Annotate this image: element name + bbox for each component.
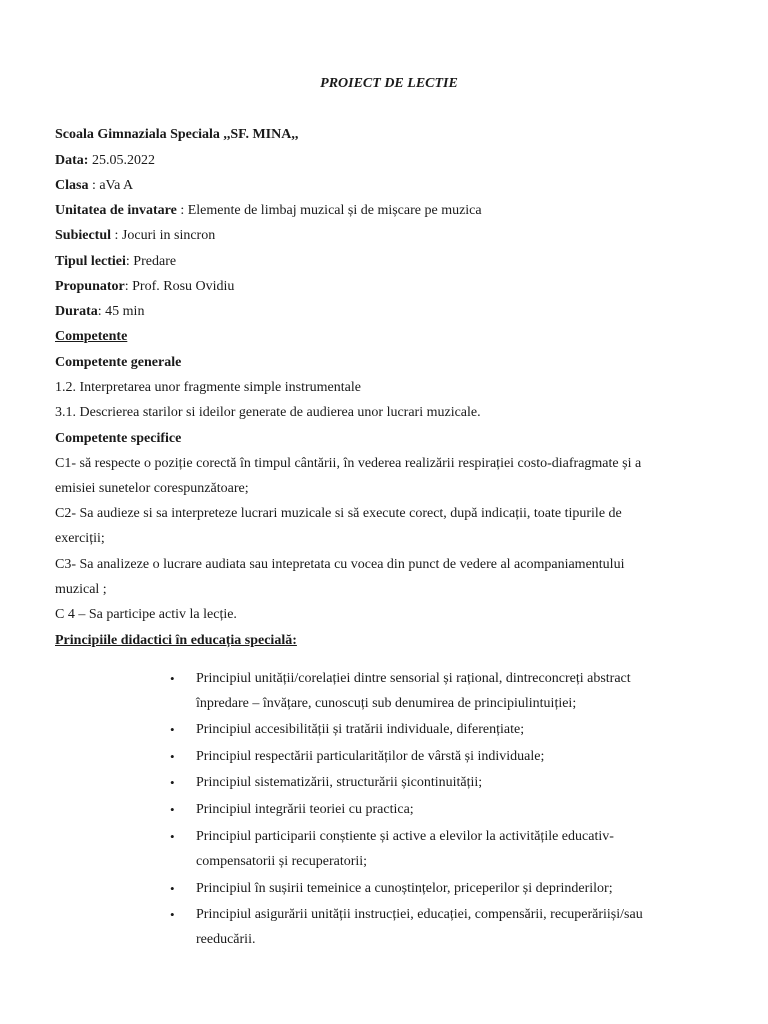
principiu-text: Principiul integrării teoriei cu practica; bbox=[196, 802, 414, 817]
competenta-specifica-line: C1- să respecte o poziție corectă în timpul cântării, în vederea realizării respirației costo-diafragmate și a bbox=[55, 456, 642, 471]
bullet-icon: • bbox=[170, 829, 175, 844]
document-title: PROIECT DE LECTIE bbox=[320, 76, 458, 91]
bullet-icon: • bbox=[170, 775, 175, 790]
principiu-text-continued: compensatorii și recuperatorii; bbox=[196, 854, 368, 869]
bullet-icon: • bbox=[170, 749, 175, 764]
field-label: Subiectul bbox=[55, 228, 112, 243]
field-value: : Prof. Rosu Ovidiu bbox=[124, 279, 235, 294]
field-label: Clasa bbox=[55, 178, 89, 193]
bullet-icon: • bbox=[170, 671, 175, 686]
field-duration bbox=[55, 303, 725, 320]
competenta-specifica-line: C3- Sa analizeze o lucrare audiata sau intepretata cu vocea din punct de vedere al acompaniamentului bbox=[55, 557, 625, 572]
principii-heading: Principiile didactici în educația specială: bbox=[55, 633, 297, 648]
principiu-text: Principiul participarii conștiente și active a elevilor la activitățile educativ- bbox=[196, 829, 614, 844]
competenta-specifica-line: C 4 – Sa participe activ la lecție. bbox=[55, 607, 237, 622]
bullet-icon: • bbox=[170, 722, 175, 737]
field-value: : Predare bbox=[125, 254, 177, 269]
competente-specifice-heading: Competente specifice bbox=[55, 431, 182, 446]
field-value: : 45 min bbox=[97, 304, 145, 319]
principiu-text-continued: înpredare – învățare, cunoscuți sub denumirea de principiulintuiției; bbox=[196, 696, 577, 711]
field-date bbox=[55, 152, 725, 169]
competenta-specifica-line: muzical ; bbox=[55, 582, 107, 597]
principiu-text-continued: reeducării. bbox=[196, 932, 256, 947]
field-lesson-type bbox=[55, 253, 725, 270]
field-value: : aVa A bbox=[88, 178, 134, 193]
school-name: Scoala Gimnaziala Speciala ,,SF. MINA,, bbox=[55, 127, 299, 142]
competenta-specifica-line: C2- Sa audieze si sa interpreteze lucrari muzicale si să execute corect, după indicații, toate tipurile de bbox=[55, 506, 622, 521]
field-teacher bbox=[55, 278, 725, 295]
field-subject bbox=[55, 227, 725, 244]
field-label: Tipul lectiei bbox=[55, 254, 126, 269]
principiu-text: Principiul sistematizării, structurării șicontinuității; bbox=[196, 775, 483, 790]
field-value: 25.05.2022 bbox=[88, 153, 155, 168]
competenta-specifica-line: emisiei sunetelor corespunzătoare; bbox=[55, 481, 249, 496]
competente-generale-heading: Competente generale bbox=[55, 355, 182, 370]
field-value: : Elemente de limbaj muzical și de mișcare pe muzica bbox=[176, 203, 482, 218]
field-label: Data: bbox=[55, 153, 89, 168]
field-label: Unitatea de invatare bbox=[55, 203, 177, 218]
competenta-generala-item: 1.2. Interpretarea unor fragmente simple instrumentale bbox=[55, 380, 361, 395]
principiu-text: Principiul în sușirii temeinice a cunoștințelor, priceperilor și deprinderilor; bbox=[196, 881, 613, 896]
principiu-text: Principiul unității/corelației dintre sensorial și rațional, dintreconcreți abstract bbox=[196, 671, 631, 686]
principiu-text: Principiul accesibilității și tratării individuale, diferențiate; bbox=[196, 722, 525, 737]
competente-heading: Competente bbox=[55, 329, 128, 344]
competenta-generala-item: 3.1. Descrierea starilor si ideilor generate de audierea unor lucrari muzicale. bbox=[55, 405, 481, 420]
bullet-icon: • bbox=[170, 907, 175, 922]
field-label: Propunator bbox=[55, 279, 125, 294]
bullet-icon: • bbox=[170, 802, 175, 817]
field-class bbox=[55, 177, 725, 194]
field-learning-unit bbox=[55, 202, 725, 219]
field-value: : Jocuri in sincron bbox=[111, 228, 216, 243]
competenta-specifica-line: exerciții; bbox=[55, 531, 105, 546]
principiu-text: Principiul respectării particularităților de vârstă și individuale; bbox=[196, 749, 545, 764]
principiu-text: Principiul asigurării unității instrucției, educației, compensării, recuperăriiși/sau bbox=[196, 907, 643, 922]
bullet-icon: • bbox=[170, 881, 175, 896]
field-label: Durata bbox=[55, 304, 98, 319]
